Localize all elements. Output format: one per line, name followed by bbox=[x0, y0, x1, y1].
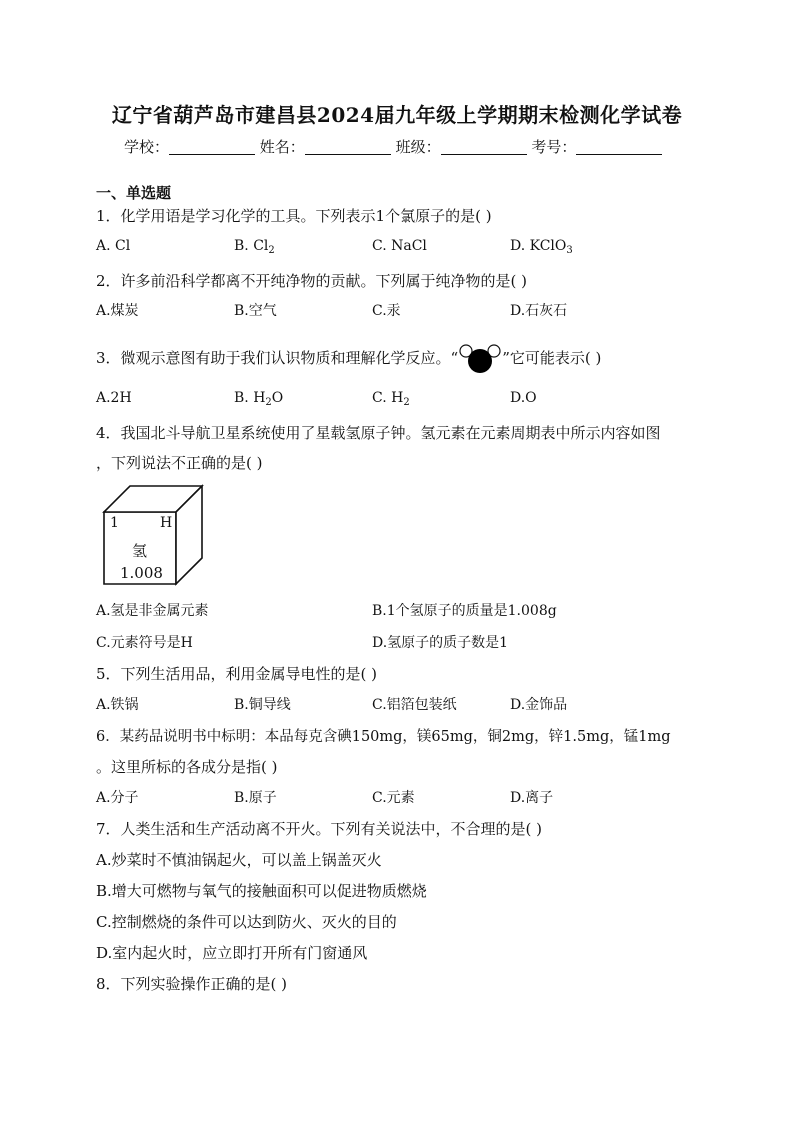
school-blank[interactable] bbox=[169, 138, 255, 155]
exam-no-label: 考号： bbox=[531, 138, 577, 156]
q3-option-a: A.2H bbox=[96, 390, 132, 406]
question-7-stem: 7．人类生活和生产活动离不开火。下列有关说法中，不合理的是( ) bbox=[96, 820, 543, 838]
exam-no-blank[interactable] bbox=[576, 138, 662, 155]
q4-option-a: A.氢是非金属元素 bbox=[96, 603, 209, 619]
question-8-stem: 8．下列实验操作正确的是( ) bbox=[96, 975, 288, 993]
q4-option-d: D.氢原子的质子数是1 bbox=[372, 635, 509, 651]
question-4-stem-line1: 4．我国北斗导航卫星系统使用了星载氢原子钟。氢元素在元素周期表中所示内容如图 bbox=[96, 424, 661, 442]
q6-option-a: A.分子 bbox=[96, 790, 139, 806]
q3-option-c: C. $H_2$ bbox=[372, 390, 410, 408]
q5-option-c: C.铝箔包装纸 bbox=[372, 697, 457, 713]
q4-option-b: B.1个氢原子的质量是1.008g bbox=[372, 603, 557, 619]
q7-option-b: B.增大可燃物与氧气的接触面积可以促进物质燃烧 bbox=[96, 882, 427, 900]
q6-option-b: B.原子 bbox=[234, 790, 277, 806]
question-6-stem-line1: 6．某药品说明书中标明：本品每克含碘150mg，镁65mg，铜2mg，锌1.5mg，锰1mg bbox=[96, 729, 671, 745]
page-title: 辽宁省葫芦岛市建昌县2024届九年级上学期期末检测化学试卷 bbox=[111, 103, 683, 127]
question-4-stem-line2: ，下列说法不正确的是( ) bbox=[96, 454, 263, 472]
atomic-number: 1 bbox=[110, 515, 119, 531]
q6-option-c: C.元素 bbox=[372, 790, 415, 806]
q7-option-a: A.炒菜时不慎油锅起火，可以盖上锅盖灭火 bbox=[96, 851, 382, 869]
q5-option-d: D.金饰品 bbox=[510, 697, 568, 713]
name-blank[interactable] bbox=[305, 138, 391, 155]
q5-option-a: A.铁锅 bbox=[96, 697, 139, 713]
q5-option-b: B.铜导线 bbox=[234, 697, 291, 713]
question-5-stem: 5．下列生活用品，利用金属导电性的是( ) bbox=[96, 665, 378, 683]
question-2-stem: 2．许多前沿科学都离不开纯净物的贡献。下列属于纯净物的是( ) bbox=[96, 272, 528, 290]
q6-option-d: D.离子 bbox=[510, 790, 554, 806]
question-1-stem: 1．化学用语是学习化学的工具。下列表示1个氯原子的是( ) bbox=[96, 207, 492, 225]
question-6-stem-line2: 。这里所标的各成分是指( ) bbox=[96, 758, 278, 776]
class-blank[interactable] bbox=[441, 138, 527, 155]
section-heading: 一、单选题 bbox=[96, 184, 172, 202]
q2-option-b: B.空气 bbox=[234, 303, 277, 319]
q3-option-b: B. $H_2O$ bbox=[234, 390, 284, 408]
school-label: 学校： bbox=[124, 138, 170, 156]
element-name: 氢 bbox=[132, 542, 148, 560]
water-molecule-diagram bbox=[458, 344, 502, 374]
class-label: 班级： bbox=[395, 138, 441, 156]
q2-option-d: D.石灰石 bbox=[510, 303, 568, 319]
question-3-stem: 3．微观示意图有助于我们认识物质和理解化学反应。“ ”它可能表示( ) bbox=[96, 344, 601, 374]
q1-option-d: D. KClO$_3$ bbox=[510, 238, 573, 256]
student-info-line bbox=[124, 136, 662, 157]
name-label: 姓名： bbox=[259, 138, 305, 156]
element-symbol: H bbox=[160, 515, 173, 531]
q7-option-d: D.室内起火时，应立即打开所有门窗通风 bbox=[96, 944, 368, 962]
atomic-mass: 1.008 bbox=[120, 564, 163, 582]
q7-option-c: C.控制燃烧的条件可以达到防火、灭火的目的 bbox=[96, 913, 397, 931]
q2-option-a: A.煤炭 bbox=[96, 303, 139, 319]
q1-option-a: A. Cl bbox=[96, 238, 131, 254]
q3-option-d: D.O bbox=[510, 390, 537, 406]
q2-option-c: C.汞 bbox=[372, 303, 401, 319]
q1-option-b: B. $Cl_2$ bbox=[234, 238, 275, 256]
periodic-table-cell bbox=[98, 480, 218, 594]
q4-option-c: C.元素符号是H bbox=[96, 635, 193, 651]
q1-option-c: C. NaCl bbox=[372, 238, 427, 254]
